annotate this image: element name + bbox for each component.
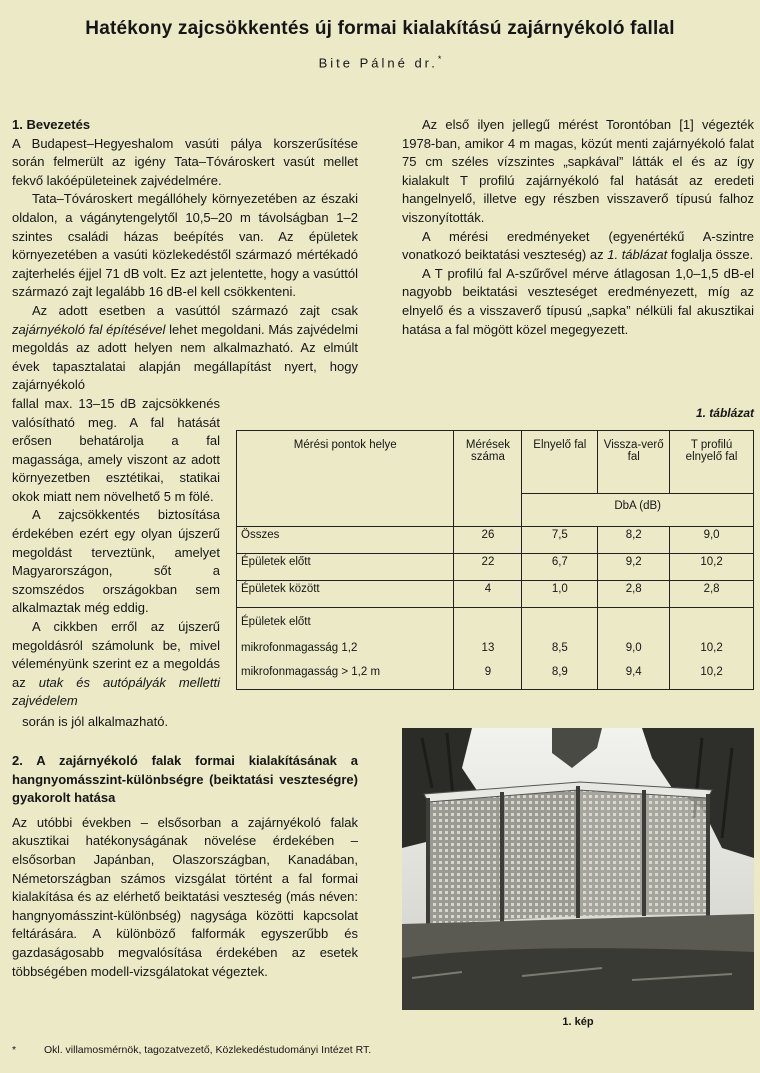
group-count xyxy=(454,608,522,690)
text-span: során is jól alkalmazható. xyxy=(18,714,169,729)
table-header-row xyxy=(237,431,754,494)
photo-drawing xyxy=(402,728,754,1010)
row-count: 26 xyxy=(454,527,522,554)
table-group-row xyxy=(237,608,754,690)
header-tprofile: T profilú elnyelő fal xyxy=(670,431,754,494)
subrow-absorb: 8,5 xyxy=(551,642,568,654)
footnote-mark: * xyxy=(12,1044,17,1056)
subrow-tprofile: 10,2 xyxy=(700,666,723,678)
row-count: 4 xyxy=(454,581,522,608)
header-absorb: Elnyelő fal xyxy=(522,431,598,494)
row-reflect: 9,2 xyxy=(598,554,670,581)
group-cell xyxy=(237,608,454,690)
section-2 xyxy=(12,752,358,981)
wrap-around-table xyxy=(12,395,220,711)
header-unit: DbA (dB) xyxy=(522,494,754,527)
section-2-paragraph-1: Az utóbbi években – elsősorban a zajárnyékoló falak akusztikai hatékonyságának növelése érdekében – elsősorban Japánban, Olaszországban, Kanadában, Németországban számos vizsgálat történt a fal formai kialakítása és az elérhető beiktatási veszteség (más néven: hangnyomásszint-különbség) nagysága közötti kapcsolat feltárására. A különböző falformák egyszerűbb és gazdaságosabb megvalósítása érdekében az esetek többségében modell-vizsgálatokat végeztek. xyxy=(12,814,358,979)
photo-noise-barrier xyxy=(402,728,754,1010)
subrow-tprofile: 10,2 xyxy=(700,642,723,654)
text-span: A cikkben erről az újszerű megoldásról számolunk be, mivel véleményünk szerint ez a megoldás az xyxy=(12,619,220,690)
text-span: A mérési eredményeket (egyenértékű A-szintre vonatkozó beiktatási veszteség) az xyxy=(402,228,754,263)
results-table xyxy=(236,430,754,690)
footnote xyxy=(12,1044,752,1056)
subrow-reflect: 9,0 xyxy=(625,642,642,654)
section-1-heading: 1. Bevezetés xyxy=(12,117,91,132)
text-span: Az adott esetben a vasúttól származó zajt csak xyxy=(32,302,358,318)
text-span: foglalja össze. xyxy=(667,247,754,263)
header-count: Mérések száma xyxy=(454,431,522,527)
author xyxy=(0,54,760,70)
right-paragraph-3: A T profilú fal A-szűrővel mérve átlagosan 1,0–1,5 dB-el nagyobb beiktatási veszteséget eredményezett, míg az elnyelő és a visszaverő típusú „sapka” nélküli fal akusztikai hatása a fal mögött közel megegyezett. xyxy=(402,265,754,337)
group-reflect xyxy=(598,608,670,690)
row-label: Épületek között xyxy=(237,581,454,608)
row-tprofile: 9,0 xyxy=(670,527,754,554)
row-label: Összes xyxy=(237,527,454,554)
photo-caption: 1. kép xyxy=(562,1016,594,1028)
text-line xyxy=(12,713,412,732)
subrow-absorb: 8,9 xyxy=(551,666,568,678)
subrow-reflect: 9,4 xyxy=(625,666,642,678)
section-1-paragraph-2: Tata–Tóvároskert megállóhely környezetében az északi oldalon, a vágánytengelytől 10,5–20 m távolságban 1–2 szintes családi házas beépítés van. Az épületek környezetében a vasúti közlekedéstől származó mértékadó zajterhelés éjjel 71 dB volt. Ez azt jelentette, hogy a vasúttól származó zajt legalább 16 dB-el kell csökkenteni. xyxy=(12,191,358,300)
row-absorb: 1,0 xyxy=(522,581,598,608)
subrow-label: mikrofonmagasság > 1,2 m xyxy=(241,666,381,678)
author-footnote-mark: * xyxy=(437,54,442,64)
subrow-count: 13 xyxy=(481,642,495,654)
author-name: Bite Pálné dr. xyxy=(318,55,438,71)
footnote-text: Okl. villamosmérnök, tagozatvezető, Közlekedéstudományi Intézet RT. xyxy=(43,1044,372,1056)
italic-span: utak és autópályák melletti zajvédelem xyxy=(12,674,221,709)
group-absorb xyxy=(522,608,598,690)
section-1-paragraph-3-cont: fallal max. 13–15 dB zajcsökkenés valósítható meg. A fal hatását erősen behatárolja a fal magassága, amely viszont az adott környezetben esztétikai, statikai okok miatt nem növelhető 5 m fölé. xyxy=(12,395,220,504)
header-reflect: Vissza-verő fal xyxy=(598,431,670,494)
subrow-label: mikrofonmagasság 1,2 xyxy=(241,642,358,654)
subrow-count: 9 xyxy=(484,666,492,678)
italic-span: zajárnyékoló fal építésével xyxy=(12,321,166,337)
section-1-paragraph-5 xyxy=(12,618,220,711)
row-count: 22 xyxy=(454,554,522,581)
page-title: Hatékony zajcsökkentés új formai kialakítású zajárnyékoló fallal xyxy=(85,18,675,39)
section-1-paragraph-4: A zajcsökkentés biztosítása érdekében ezért egy olyan újszerű megoldást terveztünk, amelyet Magyarországon, sőt a szomszédos országokban sem alkalmaztak még eddig. xyxy=(12,507,220,616)
section-1-paragraph-5-end xyxy=(12,713,412,732)
text-span: lehet megoldani. Más zajvédelmi megoldás az adott helyen nem alkalmazható. Az elmúlt évek tapasztalatai alapján megállapítást nyert, hogy zajárnyékoló xyxy=(12,321,358,393)
row-reflect: 2,8 xyxy=(598,581,670,608)
italic-span: 1. táblázat xyxy=(607,247,668,263)
section-1-paragraph-3 xyxy=(12,302,358,395)
table-row xyxy=(237,554,754,581)
group-tprofile xyxy=(670,608,754,690)
row-tprofile: 10,2 xyxy=(670,554,754,581)
section-2-heading: 2. A zajárnyékoló falak formai kialakításának a hangnyomásszint-különbségre (beiktatási veszteségre) gyakorolt hatása xyxy=(12,753,358,806)
table-row xyxy=(237,527,754,554)
row-reflect: 8,2 xyxy=(598,527,670,554)
table-wrapper xyxy=(236,430,754,690)
row-absorb: 6,7 xyxy=(522,554,598,581)
table-row xyxy=(237,581,754,608)
row-absorb: 7,5 xyxy=(522,527,598,554)
row-tprofile: 2,8 xyxy=(670,581,754,608)
right-paragraph-1: Az első ilyen jellegű mérést Torontóban [1] végezték 1978-ban, amikor 4 m magas, közút menti zajárnyékoló falat 75 cm széles vízszintes „sapkával” látták el és az így kialakult T profilú zajárnyékoló fal hatását az eredeti hangelnyelő, illetve egy részben visszaverő típusú falhoz viszonyították. xyxy=(402,117,754,225)
right-paragraph-2 xyxy=(402,228,754,265)
section-1-paragraph-1: A Budapest–Hegyeshalom vasúti pálya korszerűsítése során felmerült az igény Tata–Tóvároskert vasút mellet fekvő lakóépületeinek zajvédelmére. xyxy=(12,135,358,188)
right-column xyxy=(402,116,754,339)
group-label: Épületek előtt xyxy=(241,616,311,628)
row-label: Épületek előtt xyxy=(237,554,454,581)
table-caption: 1. táblázat xyxy=(695,406,754,420)
header-place: Mérési pontok helye xyxy=(237,431,454,527)
